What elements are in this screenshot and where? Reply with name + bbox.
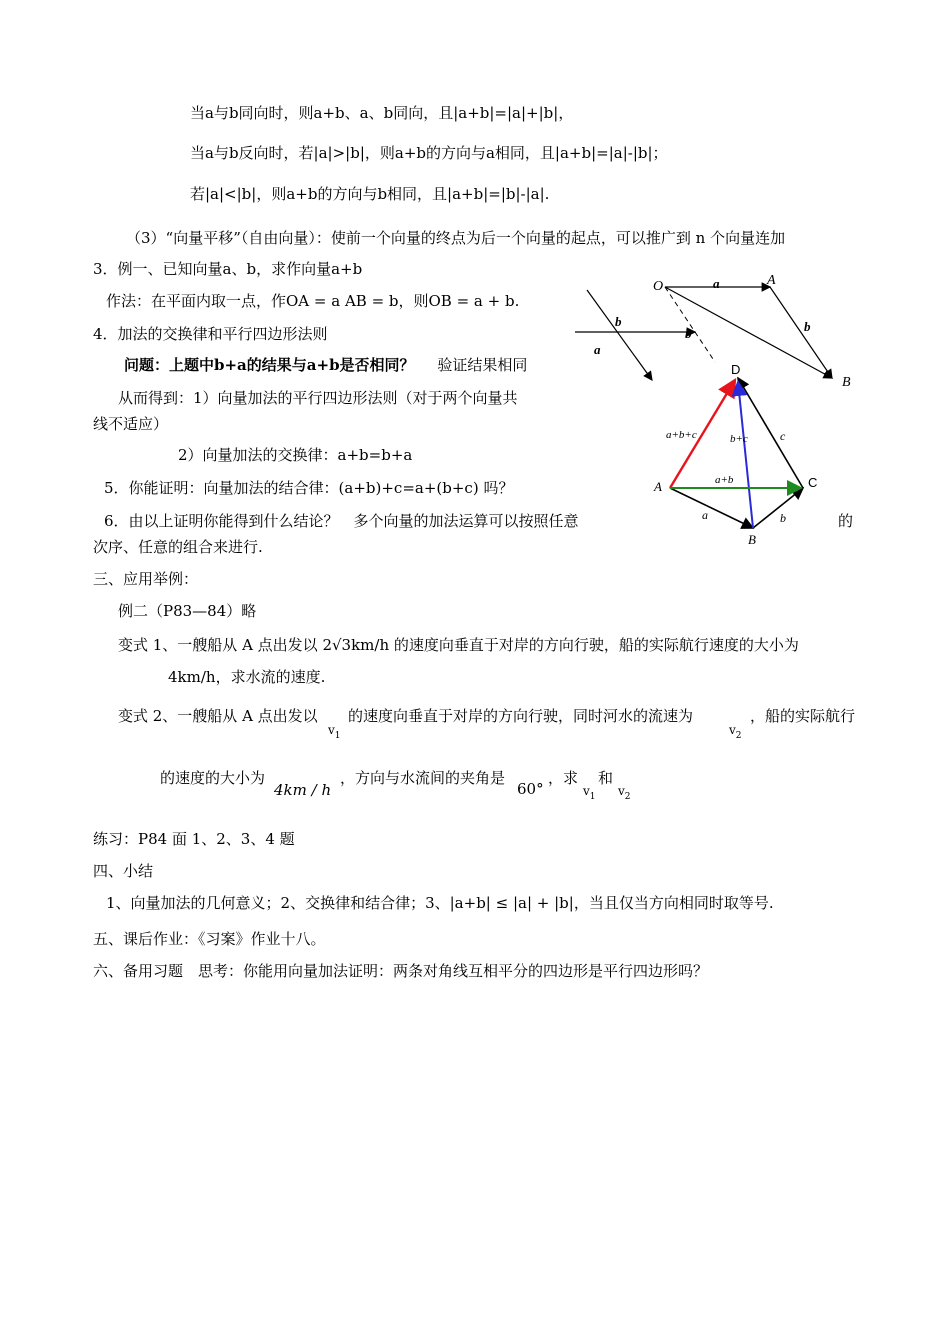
line-variant-two-mid: 的速度向垂直于对岸的方向行驶，同时河水的流速为 xyxy=(348,707,694,725)
label-B: B xyxy=(842,375,851,390)
line-associative-law: 5．你能证明：向量加法的结合律：(a+b)+c=a+(b+c) 吗？ xyxy=(104,479,514,497)
line-question xyxy=(124,355,527,375)
v1-symbol-b: $v_1$ xyxy=(583,784,596,802)
label-a2: a xyxy=(702,508,708,522)
label-B2: B xyxy=(748,532,756,547)
variant-two-start: 变式 2、一艘船从 A 点出发以 xyxy=(118,707,318,725)
line-commutative-law: 2）向量加法的交换律：a+b=b+a xyxy=(178,446,413,464)
label-abc: a+b+c xyxy=(666,429,697,441)
speed-value: 4km / h xyxy=(274,781,332,799)
line-opposite-direction: 当a与b反向时，若|a|>|b|，则a+b的方向与a相同，且|a+b|=|a|-|b|； xyxy=(190,144,668,162)
line-variant-two xyxy=(118,706,318,726)
v2-symbol-b: $v_2$ xyxy=(618,784,631,802)
line-same-direction: 当a与b同向时，则a+b、a、b同向，且|a+b|=|a|+|b|， xyxy=(190,104,574,122)
section-extra-exercise: 六、备用习题 思考：你能用向量加法证明：两条对角线互相平分的四边形是平行四边形吗？ xyxy=(93,962,709,980)
line-variant-two-angle: ，方向与水流间的夹角是 xyxy=(340,769,506,787)
dashed-guide xyxy=(665,287,715,362)
line-parallelogram-rule-cont: 线不适应） xyxy=(93,415,169,433)
line-variant-one: 变式 1、一艘船从 A 点出发以 2√3km/h 的速度向垂直于对岸的方向行驶，船的实际航行速度的大小为 xyxy=(118,636,799,654)
label-A: A xyxy=(767,273,776,288)
line-summary-items: 1、向量加法的几何意义；2、交换律和结合律；3、|a+b| ≤ |a| + |b|，当且仅当方向相同时取等号. xyxy=(106,894,774,912)
vector-a-ab xyxy=(670,488,753,528)
section-applications: 三、应用举例： xyxy=(93,570,199,588)
label-a-top: a xyxy=(713,276,720,291)
line-exercise: 练习：P84 面 1、2、3、4 题 xyxy=(93,830,295,848)
vector-b-free xyxy=(587,290,652,380)
line-variant-two-end: ，船的实际航行 xyxy=(750,707,856,725)
label-ab: a+b xyxy=(715,474,734,486)
question-bold: 问题：上题中b+a的结果与a+b是否相同？ xyxy=(124,356,415,374)
vector-bc-bd xyxy=(738,382,753,528)
label-b-right: b xyxy=(804,319,811,334)
label-D: D xyxy=(731,362,741,377)
line-construction: 作法：在平面内取一点，作OA = a AB = b，则OB = a + b. xyxy=(106,292,520,310)
v1-symbol-a: $v_1$ xyxy=(328,723,341,741)
line-variant-two-and: 和 xyxy=(598,769,614,787)
line-commutative-heading: 4．加法的交换律和平行四边形法则 xyxy=(93,325,328,343)
section-homework: 五、课后作业：《习案》作业十八。 xyxy=(93,930,326,948)
line-example-one: 3．例一、已知向量a、b，求作向量a+b xyxy=(93,260,363,278)
line-parallelogram-rule: 从而得到：1）向量加法的平行四边形法则（对于两个向量共 xyxy=(118,389,518,407)
associative-law-figure xyxy=(650,360,830,545)
label-c: c xyxy=(780,429,786,443)
label-b-mid: b xyxy=(685,326,692,341)
label-bc: b+c xyxy=(730,433,748,445)
label-O: O xyxy=(653,279,664,294)
question-tail: 验证结果相同 xyxy=(437,356,528,374)
line-conclusion: 6．由以上证明你能得到什么结论？ 多个向量的加法运算可以按照任意 xyxy=(104,512,579,530)
label-b-left: b xyxy=(615,314,622,329)
line-variant-two-find: ，求 xyxy=(548,769,579,787)
label-b2: b xyxy=(780,511,786,525)
vector-b-bc xyxy=(753,488,803,528)
line-variant-two-cont: 的速度的大小为 xyxy=(160,769,266,787)
section-summary: 四、小结 xyxy=(93,862,154,880)
label-C2: C xyxy=(808,475,818,490)
line-conclusion-cont: 次序、任意的组合来进行. xyxy=(93,538,263,556)
label-A2: A xyxy=(654,479,662,494)
line-magnitude-less: 若|a|<|b|，则a+b的方向与b相同，且|a+b|=|b|-|a|. xyxy=(190,185,550,203)
line-vector-translation: （3）“向量平移”（自由向量）：使前一个向量的终点为后一个向量的起点，可以推广到 n 个向量连加 xyxy=(126,229,786,247)
v2-symbol-a: $v_2$ xyxy=(729,723,742,741)
angle-value: 60° xyxy=(517,780,544,798)
line-variant-one-cont: 4km/h，求水流的速度. xyxy=(168,668,326,686)
label-a-left: a xyxy=(594,342,601,357)
line-conclusion-end: 的 xyxy=(838,512,854,530)
line-example-two: 例二（P83—84）略 xyxy=(118,602,257,620)
